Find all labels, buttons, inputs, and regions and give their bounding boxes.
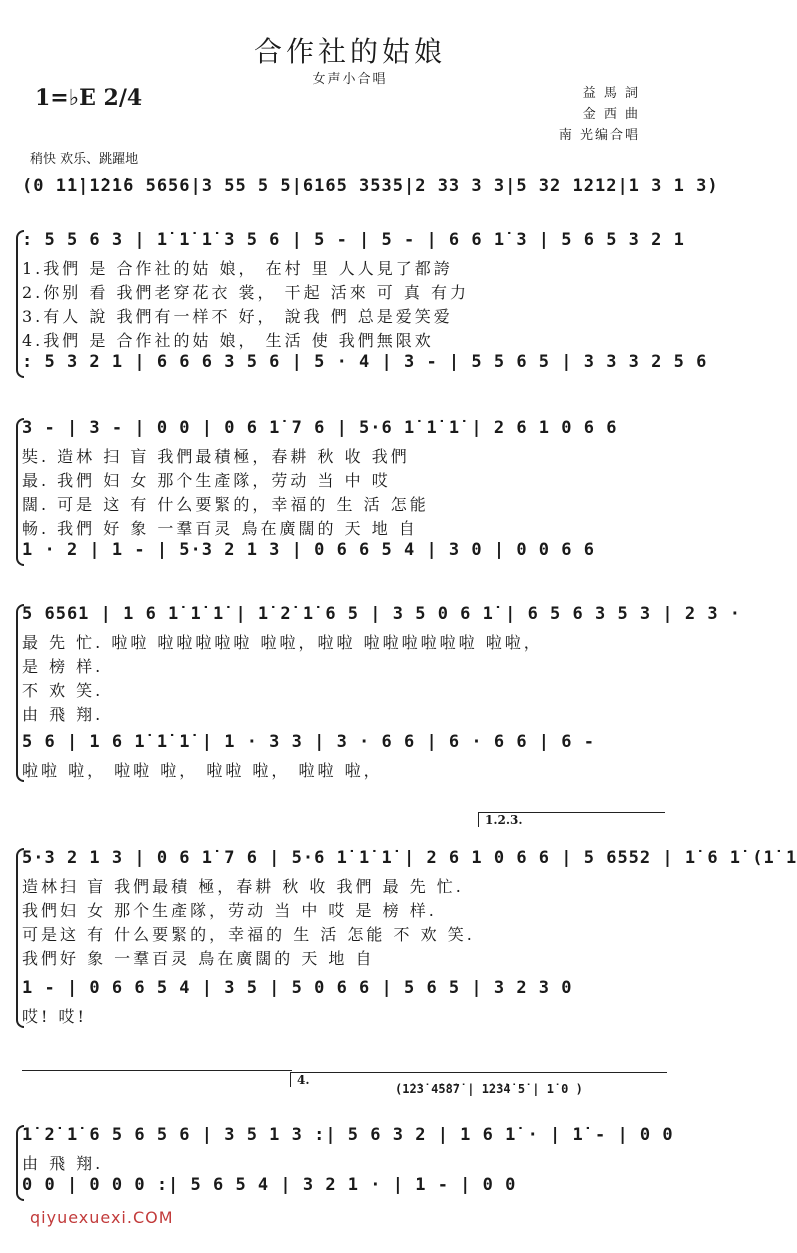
tempo-marking: 稍快 欢乐、跳躍地	[30, 152, 139, 167]
lower-lyrics: 啦啦 啦， 啦啦 啦， 啦啦 啦， 啦啦 啦，	[22, 761, 383, 780]
upper-melody: 5 6561 | 1 6 1̇ 1̇ 1̇ | 1̇ 2̇ 1̇ 6 5 | 3 5 0 6 1̇ | 6 5 6 3 5 3 | 2 3 ·	[22, 604, 742, 624]
lyric-verse-4: 4.我們 是 合作社的姑 娘， 生活 使 我們無限欢	[22, 331, 434, 350]
lower-melody: : 5 3 2 1 | 6 6 6 3 5 6 | 5 · 4 | 3 - | 5 5 6 5 | 3 3 3 2 5 6	[22, 352, 708, 372]
lyric-verse-1: 奘. 造林 扫 盲 我們最積極，春耕 秋 收 我們	[22, 447, 410, 466]
lyric-verse-4: 畅. 我們 好 象 一羣百灵 鳥在廣闊的 天 地 自	[22, 519, 418, 538]
lyric-verse-3: 可是这 有 什么要緊的，幸福的 生 活 怎能 不 欢 笑.	[22, 925, 475, 944]
lyric-verse-2: 是 榜 样.	[22, 657, 104, 676]
lyric-verse-2: 我們妇 女 那个生產隊，劳动 当 中 哎 是 榜 样.	[22, 901, 437, 920]
upper-melody: 5·3 2 1 3 | 0 6 1̇ 7 6 | 5·6 1̇ 1̇ 1̇ | 2 6 1 0 6 6 | 5 6552 | 1̇ 6 1̇ (1̇ 1̇	[22, 848, 797, 868]
lyric-verse-2: 最. 我們 妇 女 那个生產隊，劳动 当 中 哎	[22, 471, 391, 490]
watermark: qiyuexuexi.COM	[30, 1208, 174, 1227]
song-title: 合作社的姑娘	[253, 35, 446, 68]
system-3	[22, 604, 742, 782]
credit-lyricist: 益 馬 詞	[582, 86, 640, 101]
upper-melody: 3 - | 3 - | 0 0 | 0 6 1̇ 7 6 | 5·6 1̇ 1̇ 1̇ | 2 6 1 0 6 6	[22, 418, 618, 438]
staff-rule	[22, 1070, 292, 1071]
lyric-verse-2: 2.你别 看 我們老穿花衣 裳， 干起 活來 可 真 有力	[22, 283, 469, 302]
volta-1-2-3: 1.2.3.	[478, 812, 665, 827]
ending-figure: (1̇2̇3̇ 4̇5̇8̇7̇ | 1̇2̇3̇4̇ 5̇ | 1̇ 0 )	[395, 1082, 583, 1096]
system-1	[22, 230, 708, 378]
lower-lyrics: 哎! 哎!	[22, 1007, 87, 1026]
system-4	[22, 848, 797, 1028]
volta-4: 4.	[290, 1072, 667, 1087]
system-2	[22, 418, 662, 566]
upper-melody: 1̇ 2̇ 1̇ 6 5 6 5 6 | 3 5 1 3 :| 5 6 3 2 | 1 6 1̇ · | 1̇ - | 0 0	[22, 1125, 674, 1145]
lyric-verse-1: 最 先 忙. 啦啦 啦啦啦啦啦 啦啦，啦啦 啦啦啦啦啦啦 啦啦，	[22, 633, 543, 652]
lower-melody: 5 6 | 1 6 1̇ 1̇ 1̇ | 1 · 3 3 | 3 · 6 6 | 6 · 6 6 | 6 -	[22, 732, 595, 752]
lyric-verse-4: 由 飛 翔.	[22, 705, 104, 724]
lyric-verse-1: 造林扫 盲 我們最積 極，春耕 秋 收 我們 最 先 忙.	[22, 877, 464, 896]
system-5	[22, 1125, 674, 1201]
lyric-verse-3: 3.有人 說 我們有一样不 好， 說我 們 总是爱笑爱	[22, 307, 453, 326]
lyric-verse-4: 我們好 象 一羣百灵 鳥在廣闊的 天 地 自	[22, 949, 375, 968]
lyric-verse-3: 不 欢 笑.	[22, 681, 104, 700]
lower-melody: 0 0 | 0 0 0 :| 5 6 5 4 | 3 2 1 · | 1 - | 0 0	[22, 1175, 517, 1195]
key-signature: 1=♭E 2/4	[35, 85, 143, 111]
lyric-line: 由 飛 翔.	[22, 1154, 104, 1173]
lower-melody: 1 · 2 | 1 - | 5·3 2 1 3 | 0 6 6 5 4 | 3 0 | 0 0 6 6	[22, 540, 595, 560]
intro-line: (0 1̇1̇|1̇2̇1̇6 5656|3 55 5 5|6165 3535|2 33 3 3|5 32 1212|1 3 1 3)	[22, 176, 719, 196]
lyric-verse-1: 1.我們 是 合作社的姑 娘， 在村 里 人人見了都誇	[22, 259, 453, 278]
lower-melody: 1 - | 0 6 6 5 4 | 3 5 | 5 0 6 6 | 5 6 5 | 3 2 3 0	[22, 978, 573, 998]
song-subtitle: 女声小合唱	[312, 72, 388, 87]
credit-composer: 金 西 曲	[582, 107, 640, 122]
credit-arranger: 南 光编合唱	[558, 128, 640, 143]
lyric-verse-3: 闊. 可是 这 有 什么要緊的，幸福的 生 活 怎能	[22, 495, 429, 514]
upper-melody: : 5 5 6 3 | 1̇ 1̇ 1̇ 3 5 6 | 5 - | 5 - | 6 6 1̇ 3 | 5 6 5 3 2 1	[22, 230, 685, 250]
